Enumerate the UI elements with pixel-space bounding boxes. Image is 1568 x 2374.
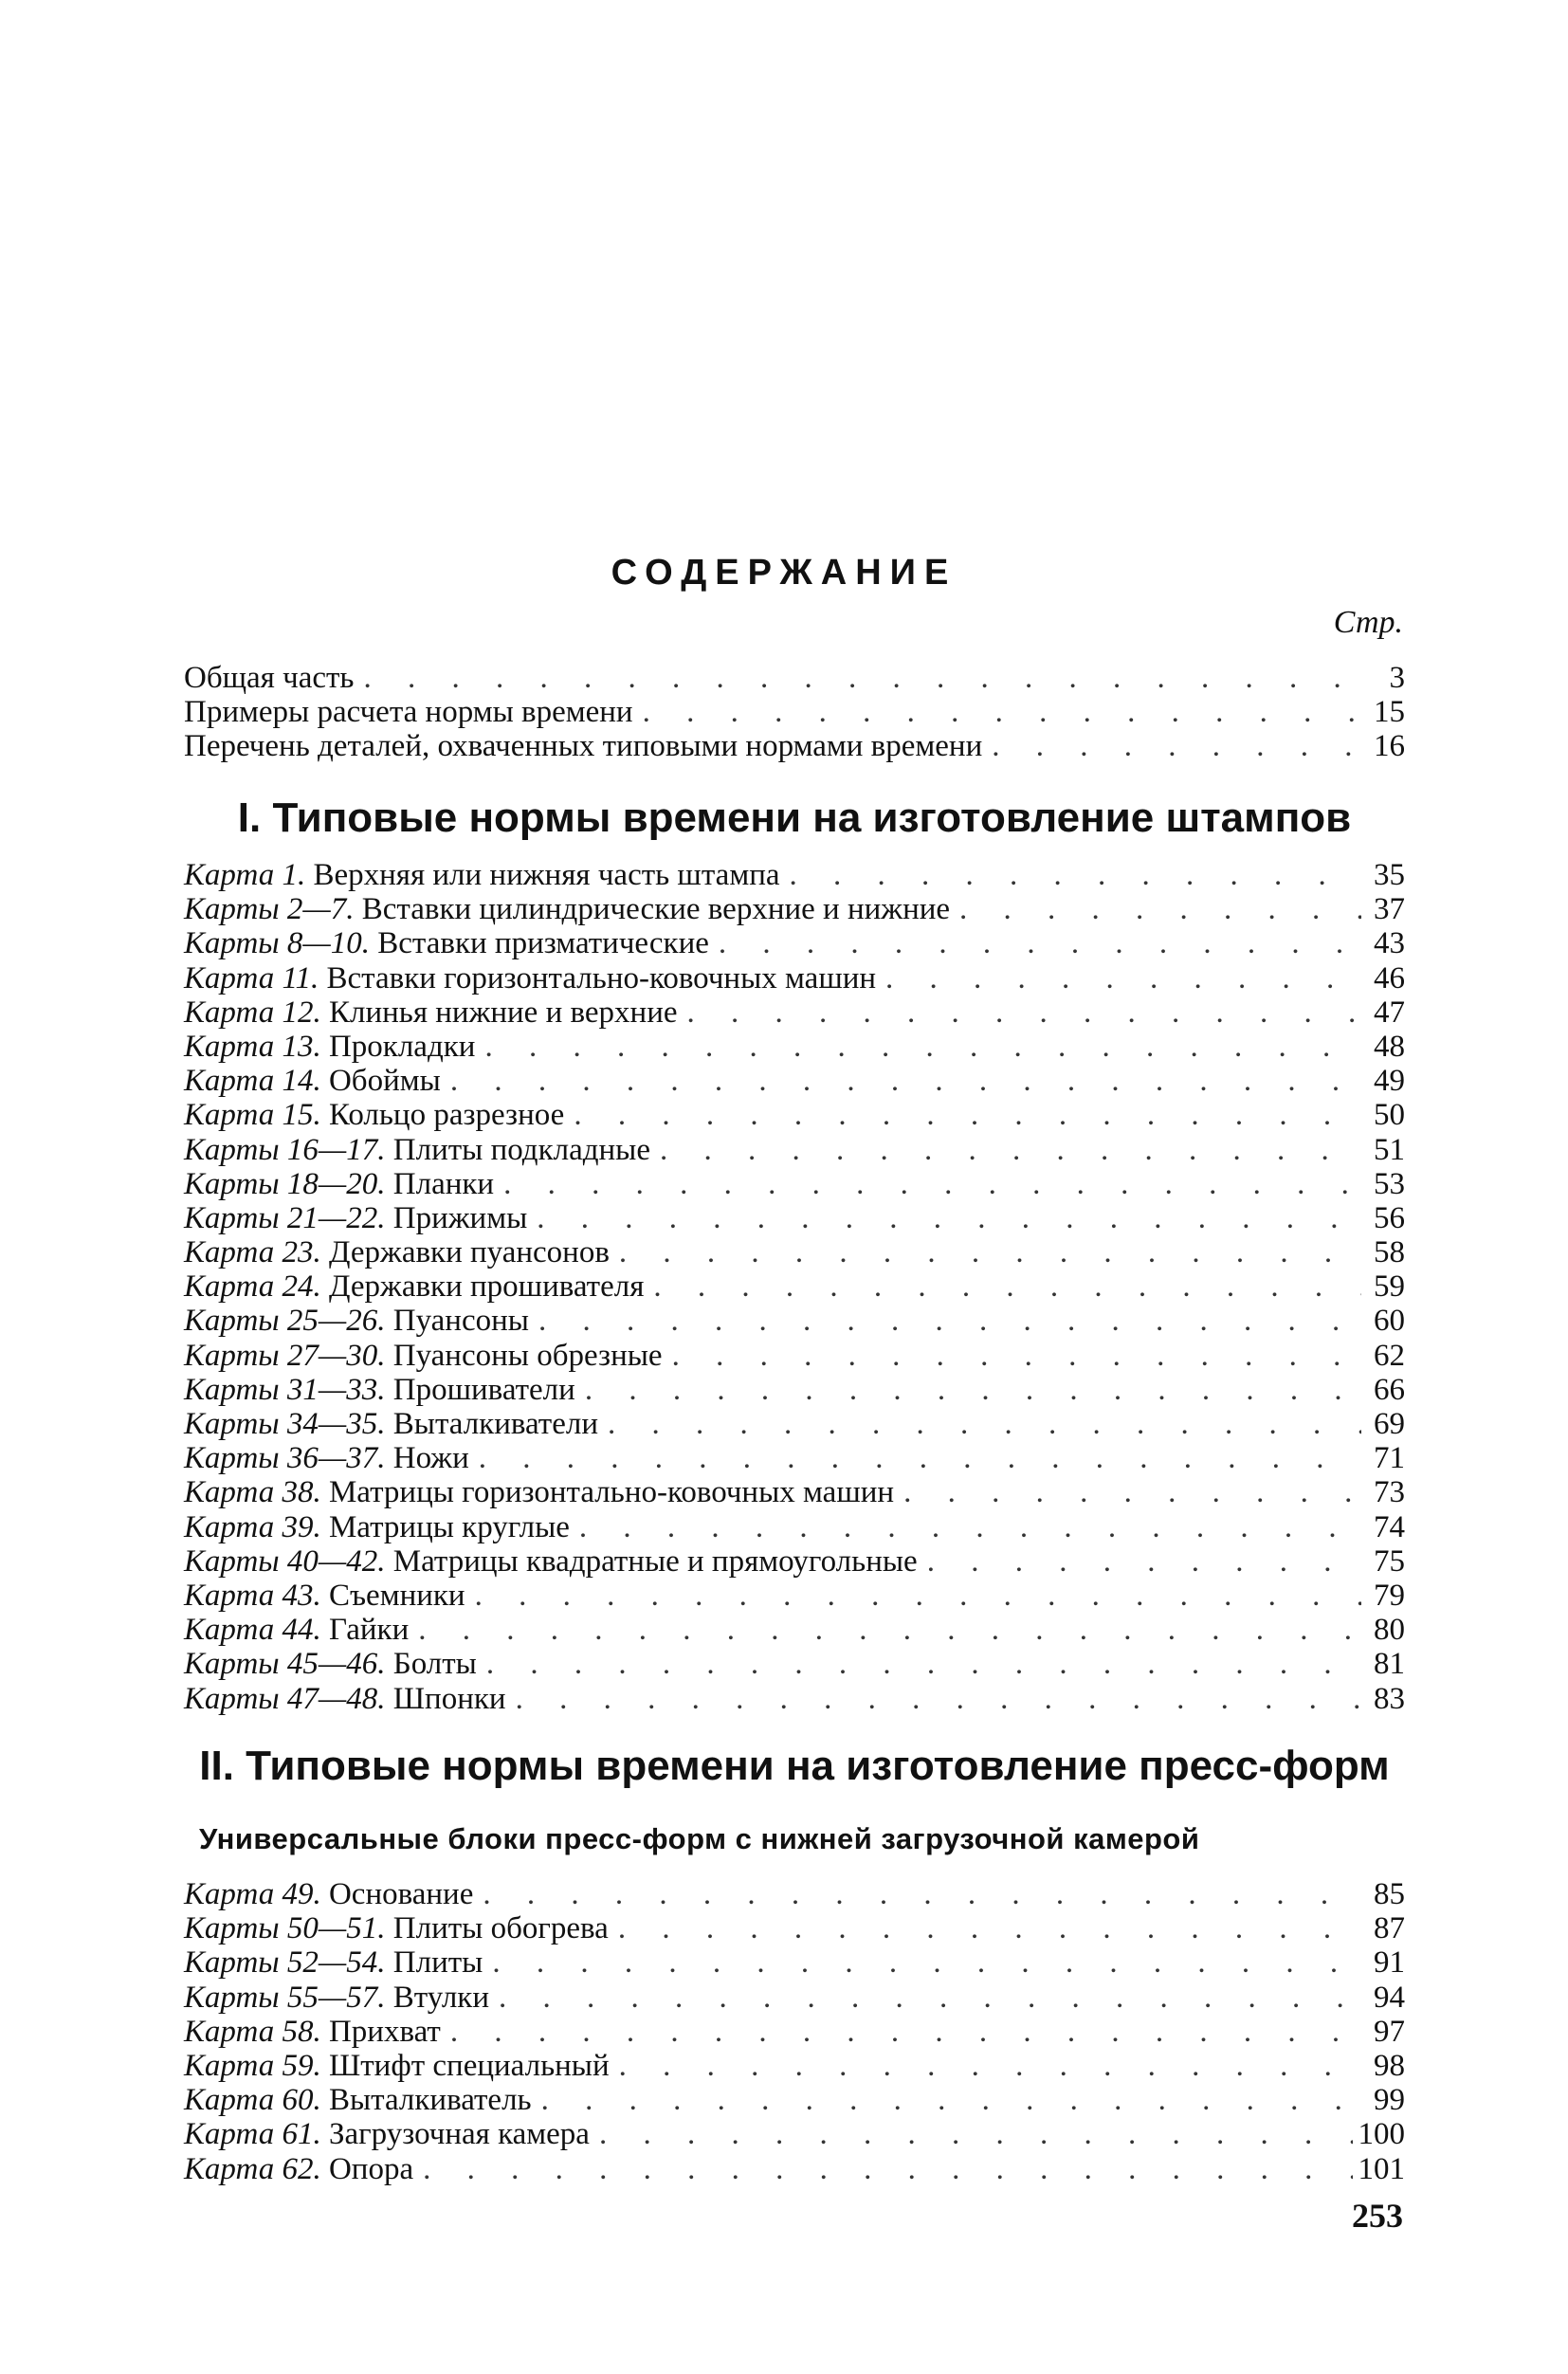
toc-page-number: 43 [1374, 926, 1405, 961]
toc-page-number: 99 [1374, 2083, 1405, 2118]
toc-entry-label [184, 1167, 494, 1201]
toc-entry [184, 995, 1405, 1030]
toc-entry [184, 2049, 1405, 2083]
toc-entry-label [184, 2152, 413, 2186]
toc-entry [184, 695, 1405, 729]
toc-entry-title: Державки прошивателя [328, 1269, 645, 1305]
toc-entry-title: Верхняя или нижняя часть штампа [313, 858, 780, 892]
dot-leader [492, 1945, 1361, 1980]
toc-entry [184, 1510, 1405, 1544]
dot-leader [541, 2083, 1361, 2117]
toc-entry-label [184, 1407, 598, 1441]
toc-page-number: 79 [1374, 1578, 1405, 1613]
toc-entry-label [184, 1030, 475, 1064]
toc-page-number: 75 [1374, 1543, 1405, 1579]
toc-entry [184, 2117, 1405, 2151]
toc-page-number: 81 [1374, 1647, 1405, 1682]
card-reference: Карты 27—30. [184, 1338, 386, 1373]
toc-entry-title: Шпонки [392, 1681, 506, 1716]
toc-page-number: 80 [1374, 1613, 1405, 1648]
toc-page-number: 66 [1374, 1372, 1405, 1407]
card-reference: Карта 11. [184, 960, 319, 995]
toc-entry-label [184, 1098, 564, 1132]
toc-entry [184, 1269, 1405, 1304]
toc-entry-label: Перечень деталей, охваченных типовыми нормами времени [184, 729, 983, 764]
toc-entry-title: Матрицы квадратные и прямоугольные [392, 1543, 918, 1579]
toc-page-number: 60 [1374, 1304, 1405, 1339]
card-reference: Карта 38. [184, 1475, 321, 1510]
toc-page-number: 50 [1374, 1098, 1405, 1133]
toc-entry-title: Планки [392, 1166, 495, 1201]
toc-entry-label [184, 1269, 644, 1304]
toc-entry-title: Опора [328, 2151, 414, 2186]
toc-entry-label [184, 1911, 609, 1945]
toc-entry-title: Плиты обогрева [392, 1911, 609, 1946]
card-reference: Карта 24. [184, 1269, 321, 1305]
toc-entry-label [184, 1235, 610, 1269]
toc-page-number: 51 [1374, 1132, 1405, 1167]
toc-entry-label [184, 1579, 465, 1613]
toc-entry-label [184, 1201, 527, 1235]
card-reference: Карты 8—10. [184, 926, 371, 961]
card-reference: Карта 14. [184, 1064, 321, 1099]
toc-entry [184, 1945, 1405, 1980]
toc-entry-title: Плиты [392, 1945, 483, 1981]
toc-entry-label [184, 995, 678, 1030]
dot-leader [499, 1981, 1361, 2015]
toc-entry [184, 961, 1405, 995]
section-2-heading: II. Типовые нормы времени на изготовление пресс-форм [199, 1743, 1390, 1789]
toc-entry [184, 1339, 1405, 1373]
toc-entry-label [184, 1647, 477, 1681]
dot-leader [423, 2152, 1352, 2186]
toc-entry [184, 1981, 1405, 2015]
dot-leader [585, 1373, 1361, 1407]
toc-entry-title: Матрицы горизонтально-ковочных машин [328, 1475, 895, 1510]
dot-leader [579, 1510, 1361, 1544]
toc-entry [184, 661, 1405, 695]
dot-leader [903, 1475, 1361, 1509]
dot-leader [687, 995, 1362, 1030]
toc-page-number: 47 [1374, 995, 1405, 1030]
dot-leader [959, 892, 1361, 926]
card-reference: Карта 59. [184, 2048, 321, 2083]
toc-page-number: 69 [1374, 1407, 1405, 1441]
dot-leader [619, 2049, 1361, 2083]
dot-leader [503, 1167, 1361, 1201]
toc-entry [184, 1373, 1405, 1407]
toc-page-number: 35 [1374, 858, 1405, 892]
toc-page-number: 73 [1374, 1475, 1405, 1510]
toc-entry [184, 1133, 1405, 1167]
toc-entry-title: Обоймы [328, 1064, 441, 1099]
toc-entry-label [184, 2049, 610, 2083]
toc-entry-label [184, 961, 876, 995]
dot-leader [619, 1235, 1361, 1269]
toc-entry-label [184, 1475, 894, 1509]
card-reference: Карта 23. [184, 1235, 321, 1270]
toc-entry-title: Выталкиватель [328, 2083, 532, 2118]
card-reference: Карты 34—35. [184, 1407, 386, 1441]
card-reference: Карты 47—48. [184, 1681, 386, 1716]
toc-page-number: 48 [1374, 1029, 1405, 1064]
card-reference: Карты 18—20. [184, 1166, 386, 1201]
intro-list [184, 661, 1405, 764]
dot-leader [418, 1613, 1361, 1647]
toc-page-number: 83 [1374, 1681, 1405, 1716]
dot-leader [486, 1647, 1361, 1681]
toc-page-number: 74 [1374, 1509, 1405, 1544]
section-2-list [184, 1877, 1405, 2186]
toc-page-number: 49 [1374, 1064, 1405, 1099]
toc-entry-title: Матрицы круглые [328, 1509, 570, 1544]
toc-page-number: 46 [1374, 960, 1405, 995]
toc-page-number: 91 [1374, 1945, 1405, 1981]
dot-leader [450, 1064, 1361, 1098]
toc-entry [184, 1064, 1405, 1098]
dot-leader [672, 1339, 1361, 1373]
card-reference: Карта 62. [184, 2151, 321, 2186]
card-reference: Карта 49. [184, 1877, 321, 1911]
toc-entry-title: Кольцо разрезное [328, 1098, 565, 1133]
toc-entry [184, 1304, 1405, 1338]
toc-entry-label [184, 1945, 483, 1980]
toc-page-number: 37 [1374, 892, 1405, 927]
toc-entry [184, 1579, 1405, 1613]
toc-entry [184, 1098, 1405, 1132]
card-reference: Карты 40—42. [184, 1543, 386, 1579]
card-reference: Карта 58. [184, 2014, 321, 2049]
toc-entry [184, 1441, 1405, 1475]
toc-page-number: 58 [1374, 1235, 1405, 1270]
toc-entry-label [184, 892, 950, 926]
dot-leader [516, 1682, 1361, 1716]
toc-entry-title: Вставки цилиндрические верхние и нижние [361, 892, 951, 927]
card-reference: Карты 52—54. [184, 1945, 386, 1981]
card-reference: Карты 45—46. [184, 1647, 386, 1682]
card-reference: Карта 39. [184, 1509, 321, 1544]
toc-entry-label [184, 1877, 473, 1911]
toc-page-number: 62 [1374, 1338, 1405, 1373]
toc-entry [184, 1475, 1405, 1509]
card-reference: Карты 55—57. [184, 1980, 386, 2015]
dot-leader [574, 1098, 1361, 1132]
toc-entry-label [184, 858, 780, 892]
toc-page-number: 59 [1374, 1269, 1405, 1305]
toc-page-number: 85 [1374, 1877, 1405, 1911]
toc-entry [184, 1201, 1405, 1235]
toc-entry-label [184, 1981, 489, 2015]
toc-entry-title: Вставки горизонтально-ковочных машин [326, 960, 877, 995]
toc-page-number: 101 [1358, 2151, 1405, 2186]
toc-page-number: 100 [1358, 2117, 1405, 2152]
toc-entry [184, 1647, 1405, 1681]
toc-entry-label [184, 1339, 663, 1373]
toc-entry-title: Клинья нижние и верхние [328, 995, 678, 1030]
dot-leader [599, 2117, 1353, 2151]
card-reference: Карта 1. [184, 858, 306, 892]
dot-leader [475, 1579, 1361, 1613]
toc-entry [184, 729, 1405, 763]
toc-page-number: 94 [1374, 1980, 1405, 2015]
card-reference: Карты 50—51. [184, 1911, 386, 1946]
toc-entry-title: Прошиватели [392, 1372, 575, 1407]
toc-entry-label: Общая часть [184, 661, 355, 695]
card-reference: Карта 43. [184, 1578, 321, 1613]
toc-entry-label [184, 1510, 570, 1544]
dot-leader [885, 961, 1361, 995]
toc-entry-title: Пуансоны обрезные [392, 1338, 663, 1373]
toc-entry [184, 2152, 1405, 2186]
toc-entry-label [184, 926, 709, 960]
toc-entry [184, 1613, 1405, 1647]
toc-entry-title: Штифт специальный [328, 2048, 610, 2083]
toc-entry-title: Загрузочная камера [328, 2117, 590, 2152]
page-number: 253 [1352, 2197, 1403, 2235]
dot-leader [992, 729, 1361, 763]
toc-entry-title: Съемники [328, 1578, 465, 1613]
card-reference: Карта 13. [184, 1029, 321, 1064]
card-reference: Карты 25—26. [184, 1304, 386, 1339]
toc-entry-label [184, 1064, 441, 1098]
toc-entry [184, 1030, 1405, 1064]
dot-leader [653, 1269, 1361, 1304]
card-reference: Карта 12. [184, 995, 321, 1030]
card-reference: Карты 2—7. [184, 892, 355, 927]
toc-page-number: 87 [1374, 1911, 1405, 1946]
card-reference: Карта 44. [184, 1613, 321, 1648]
dot-leader [537, 1201, 1361, 1235]
toc-entry [184, 926, 1405, 960]
card-reference: Карты 31—33. [184, 1372, 386, 1407]
toc-page-number: 97 [1374, 2014, 1405, 2049]
dot-leader [484, 1030, 1361, 1064]
page-title: СОДЕРЖАНИЕ [611, 553, 957, 593]
section-2-subheading: Универсальные блоки пресс-форм с нижней загрузочной камерой [199, 1822, 1200, 1855]
toc-page-number: 3 [1389, 661, 1405, 695]
toc-entry-title: Прижимы [392, 1200, 528, 1235]
card-reference: Карты 36—37. [184, 1441, 386, 1476]
dot-leader [479, 1441, 1361, 1475]
toc-entry-label [184, 1441, 469, 1475]
toc-page-number: 15 [1374, 695, 1405, 730]
toc-entry [184, 858, 1405, 892]
dot-leader [927, 1544, 1361, 1579]
toc-entry-label [184, 1373, 575, 1407]
toc-entry-title: Державки пуансонов [328, 1235, 610, 1270]
dot-leader [483, 1877, 1361, 1911]
card-reference: Карты 16—17. [184, 1132, 386, 1167]
dot-leader [450, 2015, 1361, 2049]
toc-page-number: 98 [1374, 2048, 1405, 2083]
dot-leader [660, 1133, 1361, 1167]
toc-entry-title: Прихват [328, 2014, 441, 2049]
toc-entry-title: Прокладки [328, 1029, 476, 1064]
toc-entry-label: Примеры расчета нормы времени [184, 695, 633, 730]
toc-entry-title: Вставки призматические [377, 926, 709, 961]
toc-entry-title: Плиты подкладные [392, 1132, 650, 1167]
dot-leader [643, 695, 1361, 729]
section-1-heading: I. Типовые нормы времени на изготовление штампов [237, 794, 1352, 841]
section-1-list [184, 858, 1405, 1716]
toc-entry [184, 1407, 1405, 1441]
toc-entry [184, 1682, 1405, 1716]
toc-entry-title: Болты [392, 1647, 477, 1682]
dot-leader [618, 1911, 1361, 1945]
toc-entry [184, 2015, 1405, 2049]
dot-leader [608, 1407, 1361, 1441]
toc-entry-label [184, 2117, 590, 2151]
toc-entry-title: Ножи [392, 1441, 469, 1476]
toc-entry-label [184, 1544, 918, 1579]
toc-page-number: 56 [1374, 1200, 1405, 1235]
toc-entry [184, 1911, 1405, 1945]
toc-entry [184, 1877, 1405, 1911]
toc-entry-title: Пуансоны [392, 1304, 529, 1339]
dot-leader [538, 1304, 1361, 1338]
toc-entry-label [184, 2015, 441, 2049]
toc-entry-label [184, 1304, 529, 1338]
toc-entry [184, 892, 1405, 926]
toc-entry [184, 1235, 1405, 1269]
card-reference: Карты 21—22. [184, 1200, 386, 1235]
toc-entry [184, 1544, 1405, 1579]
toc-entry-title: Гайки [328, 1613, 410, 1648]
toc-entry-label [184, 1682, 506, 1716]
toc-page-number: 16 [1374, 729, 1405, 764]
dot-leader [719, 926, 1361, 960]
page-column-header: Стр. [1333, 605, 1403, 640]
card-reference: Карта 61. [184, 2117, 321, 2152]
toc-entry [184, 1167, 1405, 1201]
toc-entry-label [184, 2083, 532, 2117]
toc-page-number: 53 [1374, 1166, 1405, 1201]
toc-page-number: 71 [1374, 1441, 1405, 1476]
toc-entry-label [184, 1133, 650, 1167]
toc-entry [184, 2083, 1405, 2117]
toc-entry-label [184, 1613, 409, 1647]
card-reference: Карта 15. [184, 1098, 321, 1133]
dot-leader [790, 858, 1361, 892]
card-reference: Карта 60. [184, 2083, 321, 2118]
toc-entry-title: Выталкиватели [392, 1407, 599, 1441]
toc-entry-title: Втулки [392, 1980, 489, 2015]
dot-leader [363, 661, 1361, 695]
toc-entry-title: Основание [328, 1877, 474, 1911]
